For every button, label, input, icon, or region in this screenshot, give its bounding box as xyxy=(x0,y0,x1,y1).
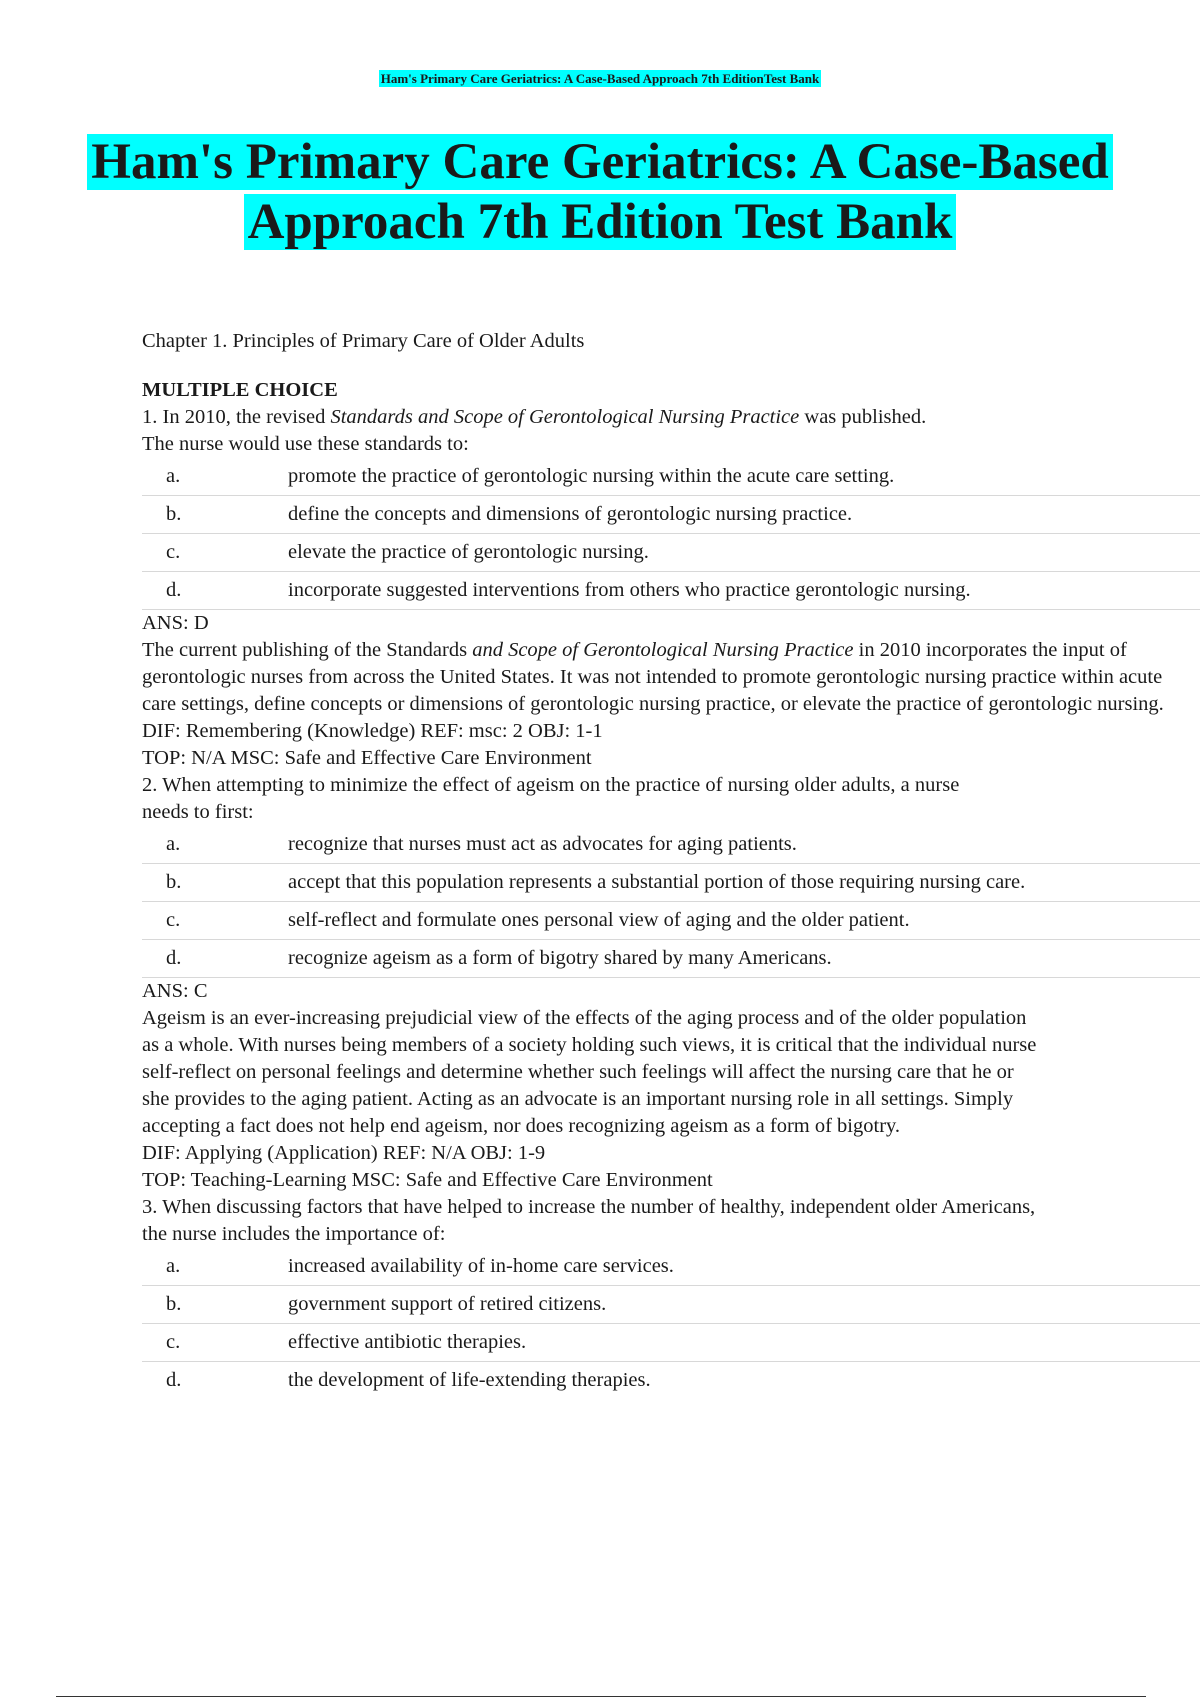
option-letter: d. xyxy=(142,572,288,610)
option-row[interactable] xyxy=(142,1324,1200,1362)
q1-stem-italic: Standards and Scope of Gerontological Nursing Practice xyxy=(330,406,800,428)
question-3 xyxy=(142,1194,1200,1399)
q1-rationale-italic: and Scope of Gerontological Nursing Practice xyxy=(472,639,854,661)
option-text: accept that this population represents a substantial portion of those requiring nursing care. xyxy=(288,864,1200,902)
question-1-rationale xyxy=(142,637,1200,718)
option-letter: b. xyxy=(142,496,288,534)
running-header-text: Ham's Primary Care Geriatrics: A Case-Based Approach 7th EditionTest Bank xyxy=(380,71,820,86)
document-title xyxy=(0,132,1200,252)
question-1-top: TOP: N/A MSC: Safe and Effective Care Environment xyxy=(142,747,592,769)
option-text: government support of retired citizens. xyxy=(288,1286,1200,1324)
question-2-top: TOP: Teaching-Learning MSC: Safe and Effective Care Environment xyxy=(142,1169,713,1191)
option-text: self-reflect and formulate ones personal view of aging and the older patient. xyxy=(288,902,1200,940)
question-1-options xyxy=(142,458,1200,610)
option-text: elevate the practice of gerontologic nursing. xyxy=(288,534,1200,572)
option-row[interactable] xyxy=(142,940,1200,978)
option-letter: b. xyxy=(142,1286,288,1324)
option-letter: a. xyxy=(142,458,288,496)
option-letter: c. xyxy=(142,1324,288,1362)
q1-stem-line2: The nurse would use these standards to: xyxy=(142,433,469,455)
option-text: incorporate suggested interventions from others who practice gerontologic nursing. xyxy=(288,572,1200,610)
question-2-stem: 2. When attempting to minimize the effect of ageism on the practice of nursing older adults, a nurse needs to first: xyxy=(142,774,960,823)
question-2-dif: DIF: Applying (Application) REF: N/A OBJ: 1-9 xyxy=(142,1142,546,1164)
question-2-answer: ANS: C xyxy=(142,980,208,1002)
option-letter: a. xyxy=(142,826,288,864)
option-text: recognize that nurses must act as advocates for aging patients. xyxy=(288,826,1200,864)
q1-stem-part: 1. In 2010, the revised xyxy=(142,406,331,428)
option-letter: c. xyxy=(142,534,288,572)
test-bank-content xyxy=(142,328,1200,1399)
option-text: define the concepts and dimensions of gerontologic nursing practice. xyxy=(288,496,1200,534)
q1-rationale-part: The current publishing of the Standards xyxy=(142,639,473,661)
footer-rule xyxy=(56,1696,1146,1697)
question-1 xyxy=(142,404,1200,772)
option-row[interactable] xyxy=(142,1362,1200,1400)
option-row[interactable] xyxy=(142,534,1200,572)
question-1-dif: DIF: Remembering (Knowledge) REF: msc: 2 OBJ: 1-1 xyxy=(142,720,603,742)
question-1-stem xyxy=(142,404,1200,458)
option-row[interactable] xyxy=(142,902,1200,940)
option-text: promote the practice of gerontologic nursing within the acute care setting. xyxy=(288,458,1200,496)
section-heading: MULTIPLE CHOICE xyxy=(142,379,338,401)
option-row[interactable] xyxy=(142,1248,1200,1286)
option-row[interactable] xyxy=(142,572,1200,610)
question-3-options xyxy=(142,1248,1200,1399)
question-3-stem: 3. When discussing factors that have helped to increase the number of healthy, independent older Americans, the nurse includes the importance of: xyxy=(142,1196,1036,1245)
option-letter: a. xyxy=(142,1248,288,1286)
option-letter: b. xyxy=(142,864,288,902)
option-letter: d. xyxy=(142,940,288,978)
option-letter: c. xyxy=(142,902,288,940)
option-row[interactable] xyxy=(142,864,1200,902)
question-2-options xyxy=(142,826,1200,978)
option-text: recognize ageism as a form of bigotry shared by many Americans. xyxy=(288,940,1200,978)
option-row[interactable] xyxy=(142,1286,1200,1324)
q1-stem-part: was published. xyxy=(799,406,927,428)
question-2 xyxy=(142,772,1200,1194)
question-2-rationale: Ageism is an ever-increasing prejudicial view of the effects of the aging process and of the older population as a whole. With nurses being members of a society holding such views, it is critical that the individual nurse self-reflect on personal feelings and determine whether such feelings will affect the nursing care that he or she provides to the aging patient. Acting as an advocate is an important nursing role in all settings. Simply accepting a fact does not help end ageism, nor does recognizing ageism as a form of bigotry. xyxy=(142,1007,1037,1137)
chapter-heading: Chapter 1. Principles of Primary Care of Older Adults xyxy=(142,330,585,352)
option-letter: d. xyxy=(166,1369,182,1391)
option-text: effective antibiotic therapies. xyxy=(288,1324,1200,1362)
option-row[interactable] xyxy=(142,826,1200,864)
option-text: increased availability of in-home care services. xyxy=(288,1248,1200,1286)
option-row[interactable] xyxy=(142,496,1200,534)
option-row[interactable] xyxy=(142,458,1200,496)
option-text: the development of life-extending therapies. xyxy=(288,1369,651,1391)
question-1-answer: ANS: D xyxy=(142,612,209,634)
title-line-2: Approach 7th Edition Test Bank xyxy=(244,194,957,250)
title-line-1: Ham's Primary Care Geriatrics: A Case-Based xyxy=(87,134,1112,190)
q1-rationale-part: in 2010 incorporates the input of gerontologic nurses from across the United States. It was not intended to promote gerontologic nursing practice within acute care settings, define concepts or dimensions of gerontologic nursing practice, or elevate the practice of gerontologic nursing. xyxy=(142,639,1164,715)
running-header xyxy=(0,70,1200,88)
